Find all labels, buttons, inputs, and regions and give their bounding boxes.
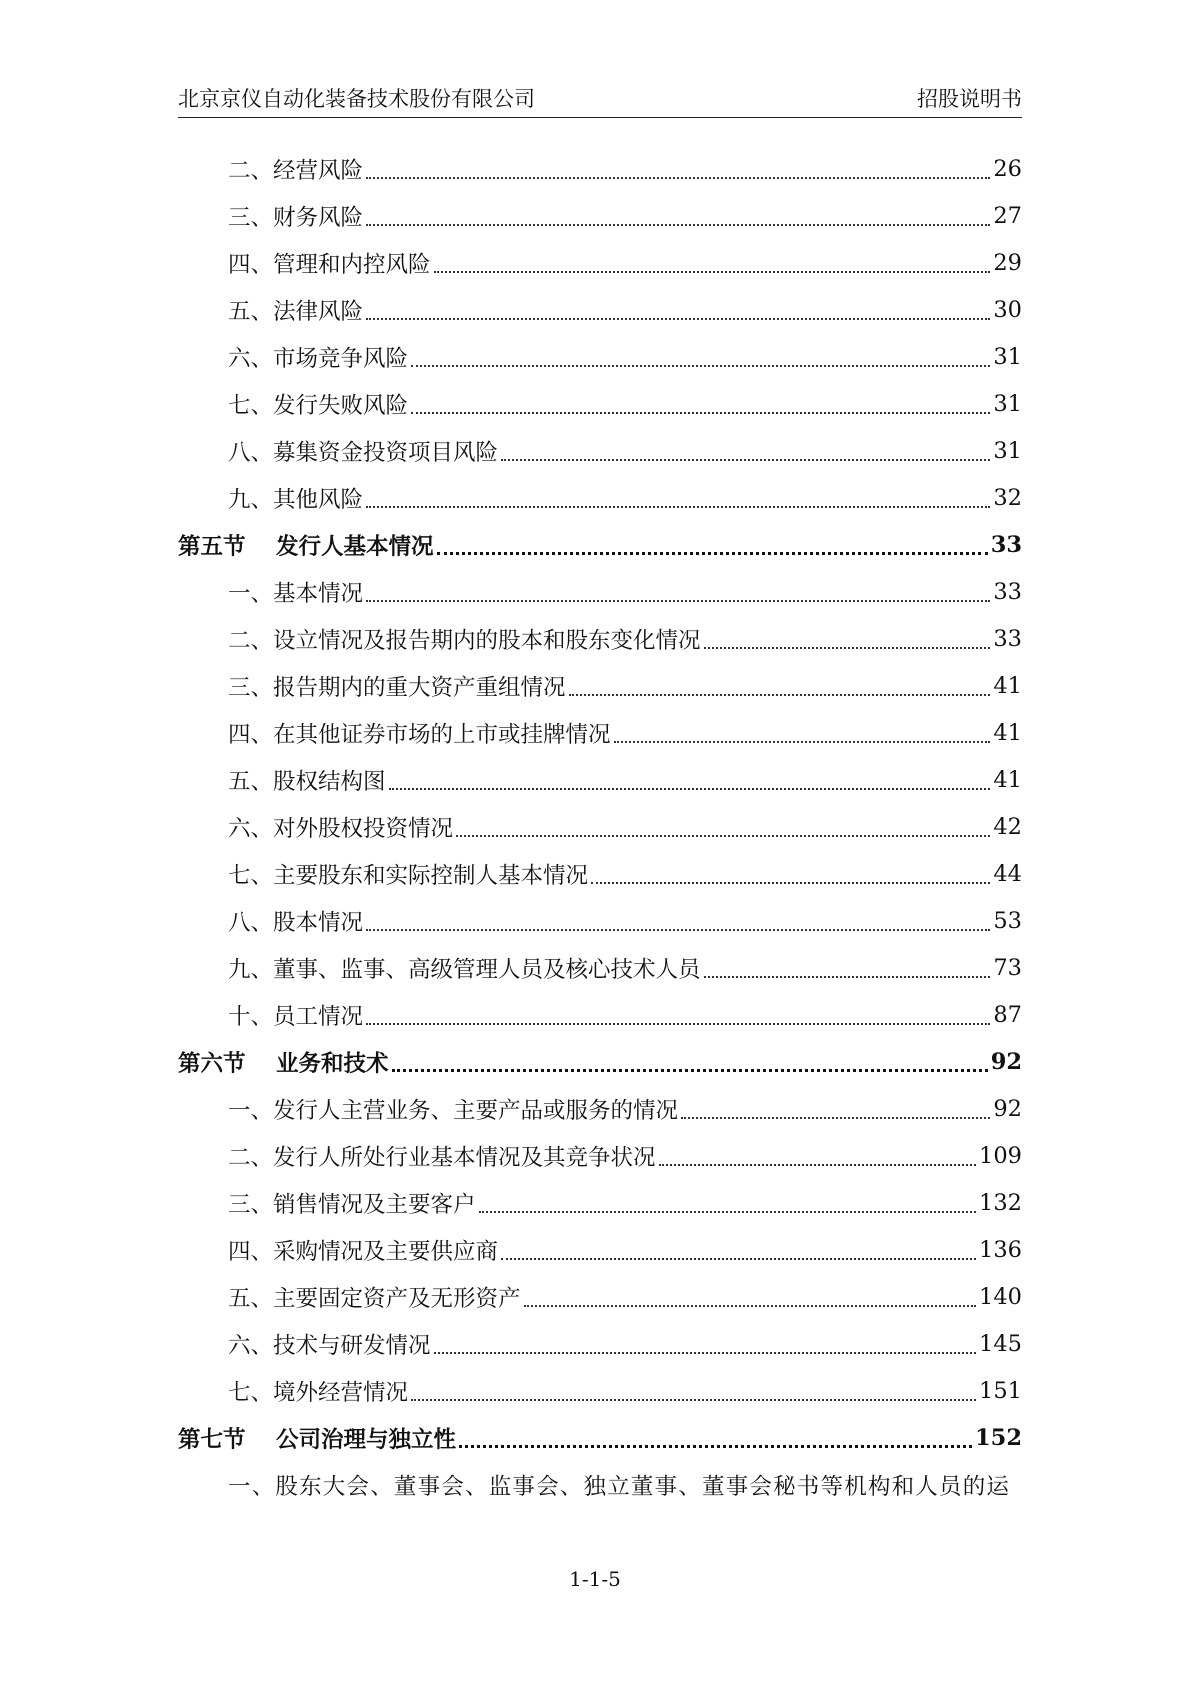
toc-entry-title: 四、管理和内控风险	[228, 251, 431, 278]
toc-entry[interactable]	[178, 1226, 1022, 1273]
toc-dot-leader	[411, 365, 990, 367]
toc-entry-title: 八、募集资金投资项目风险	[228, 439, 499, 466]
toc-section-number: 第五节	[178, 533, 246, 560]
toc-page-number: 41	[993, 672, 1022, 699]
toc-entry[interactable]	[178, 1179, 1022, 1226]
toc-entry[interactable]	[178, 1367, 1022, 1414]
table-of-contents	[178, 145, 1022, 1508]
toc-entry[interactable]	[178, 944, 1022, 991]
toc-dot-leader	[456, 835, 990, 837]
toc-entry-title: 六、对外股权投资情况	[228, 815, 454, 842]
toc-page-number: 31	[993, 343, 1022, 370]
toc-dot-leader	[434, 271, 991, 273]
toc-page-number: 140	[979, 1283, 1022, 1310]
toc-page-number: 42	[993, 813, 1022, 840]
toc-page-number: 152	[975, 1424, 1022, 1451]
toc-page-number: 33	[993, 578, 1022, 605]
page-footer	[0, 1567, 1190, 1591]
toc-entry-title: 一、发行人主营业务、主要产品或服务的情况	[228, 1097, 679, 1124]
toc-dot-leader	[524, 1305, 977, 1307]
toc-page-number: 31	[993, 437, 1022, 464]
toc-dot-leader	[366, 600, 990, 602]
toc-page-number: 109	[979, 1142, 1022, 1169]
toc-dot-leader	[459, 1445, 972, 1448]
toc-entry[interactable]	[178, 145, 1022, 192]
toc-entry[interactable]	[178, 286, 1022, 333]
toc-section-number: 第七节	[178, 1426, 246, 1453]
toc-dot-leader	[366, 224, 990, 226]
toc-entry-title: 十、员工情况	[228, 1003, 364, 1030]
toc-entry-title: 七、境外经营情况	[228, 1379, 409, 1406]
toc-entry[interactable]	[178, 1273, 1022, 1320]
toc-entry[interactable]	[178, 709, 1022, 756]
toc-dot-leader	[569, 694, 991, 696]
toc-entry-title: 一、基本情况	[228, 580, 364, 607]
toc-dot-leader	[614, 741, 991, 743]
toc-entry[interactable]	[178, 991, 1022, 1038]
toc-entry-title: 四、在其他证券市场的上市或挂牌情况	[228, 721, 611, 748]
toc-page-number: 151	[979, 1377, 1022, 1404]
toc-page-number: 44	[993, 860, 1022, 887]
toc-dot-leader	[437, 552, 988, 555]
toc-entry[interactable]	[178, 427, 1022, 474]
toc-page-number: 27	[993, 202, 1022, 229]
toc-entry-title: 九、董事、监事、高级管理人员及核心技术人员	[228, 956, 701, 983]
toc-page-number: 32	[993, 484, 1022, 511]
toc-dot-leader	[366, 318, 990, 320]
toc-dot-leader	[704, 647, 991, 649]
toc-dot-leader	[366, 929, 990, 931]
toc-section-entry[interactable]	[178, 1414, 1022, 1461]
toc-entry[interactable]	[178, 615, 1022, 662]
toc-dot-leader	[411, 412, 990, 414]
toc-page-number: 41	[993, 766, 1022, 793]
toc-entry-title: 六、技术与研发情况	[228, 1332, 431, 1359]
toc-entry-title: 公司治理与独立性	[276, 1426, 457, 1453]
toc-entry[interactable]	[178, 1461, 1022, 1508]
document-type: 招股说明书	[917, 87, 1022, 111]
toc-page-number: 33	[990, 531, 1022, 558]
toc-page-number: 136	[979, 1236, 1022, 1263]
toc-entry-title: 三、销售情况及主要客户	[228, 1191, 476, 1218]
toc-entry[interactable]	[178, 239, 1022, 286]
toc-page-number: 33	[993, 625, 1022, 652]
toc-entry-title: 二、设立情况及报告期内的股本和股东变化情况	[228, 627, 701, 654]
toc-entry[interactable]	[178, 192, 1022, 239]
toc-entry-title: 六、市场竞争风险	[228, 345, 409, 372]
toc-entry[interactable]	[178, 662, 1022, 709]
toc-entry[interactable]	[178, 1132, 1022, 1179]
page-header	[178, 82, 1022, 118]
toc-page-number: 53	[993, 907, 1022, 934]
toc-page-number: 41	[993, 719, 1022, 746]
toc-entry-title: 七、发行失败风险	[228, 392, 409, 419]
toc-entry-title: 业务和技术	[276, 1050, 389, 1077]
toc-dot-leader	[704, 976, 991, 978]
toc-entry[interactable]	[178, 897, 1022, 944]
toc-entry[interactable]	[178, 333, 1022, 380]
toc-entry[interactable]	[178, 380, 1022, 427]
toc-page-number: 92	[990, 1048, 1022, 1075]
toc-entry-title: 七、主要股东和实际控制人基本情况	[228, 862, 589, 889]
toc-entry-title: 五、股权结构图	[228, 768, 386, 795]
toc-entry[interactable]	[178, 756, 1022, 803]
toc-page-number: 29	[993, 249, 1022, 276]
toc-entry-title: 四、采购情况及主要供应商	[228, 1238, 499, 1265]
toc-entry-title: 三、财务风险	[228, 204, 364, 231]
toc-page-number: 132	[979, 1189, 1022, 1216]
toc-dot-leader	[389, 788, 991, 790]
toc-entry-title: 九、其他风险	[228, 486, 364, 513]
toc-entry[interactable]	[178, 568, 1022, 615]
toc-entry-title: 发行人基本情况	[276, 533, 434, 560]
toc-entry-title: 二、经营风险	[228, 157, 364, 184]
toc-dot-leader	[411, 1399, 976, 1401]
toc-dot-leader	[501, 459, 990, 461]
toc-entry[interactable]	[178, 1320, 1022, 1367]
toc-page-number: 30	[993, 296, 1022, 323]
toc-dot-leader	[681, 1117, 990, 1119]
toc-entry-title: 三、报告期内的重大资产重组情况	[228, 674, 566, 701]
toc-page-number: 145	[979, 1330, 1022, 1357]
toc-dot-leader	[366, 1023, 990, 1025]
toc-entry-title: 一、股东大会、董事会、监事会、独立董事、董事会秘书等机构和人员的运	[228, 1473, 1011, 1500]
toc-dot-leader	[501, 1258, 976, 1260]
toc-section-number: 第六节	[178, 1050, 246, 1077]
toc-dot-leader	[366, 177, 990, 179]
toc-dot-leader	[366, 506, 990, 508]
toc-entry-title: 五、主要固定资产及无形资产	[228, 1285, 521, 1312]
toc-dot-leader	[479, 1211, 977, 1213]
toc-entry[interactable]	[178, 474, 1022, 521]
toc-dot-leader	[591, 882, 990, 884]
toc-entry-title: 二、发行人所处行业基本情况及其竞争状况	[228, 1144, 656, 1171]
toc-dot-leader	[392, 1069, 988, 1072]
toc-entry-title: 八、股本情况	[228, 909, 364, 936]
toc-page-number: 26	[993, 155, 1022, 182]
toc-entry-title: 五、法律风险	[228, 298, 364, 325]
company-name: 北京京仪自动化装备技术股份有限公司	[178, 87, 535, 111]
toc-entry[interactable]	[178, 803, 1022, 850]
toc-page-number: 73	[993, 954, 1022, 981]
toc-page-number: 92	[993, 1095, 1022, 1122]
toc-dot-leader	[659, 1164, 977, 1166]
page-number: 1-1-5	[569, 1567, 621, 1591]
toc-page-number: 87	[993, 1001, 1022, 1028]
toc-section-entry[interactable]	[178, 1038, 1022, 1085]
toc-entry[interactable]	[178, 1085, 1022, 1132]
toc-dot-leader	[434, 1352, 977, 1354]
toc-section-entry[interactable]	[178, 521, 1022, 568]
toc-page-number: 31	[993, 390, 1022, 417]
toc-entry[interactable]	[178, 850, 1022, 897]
